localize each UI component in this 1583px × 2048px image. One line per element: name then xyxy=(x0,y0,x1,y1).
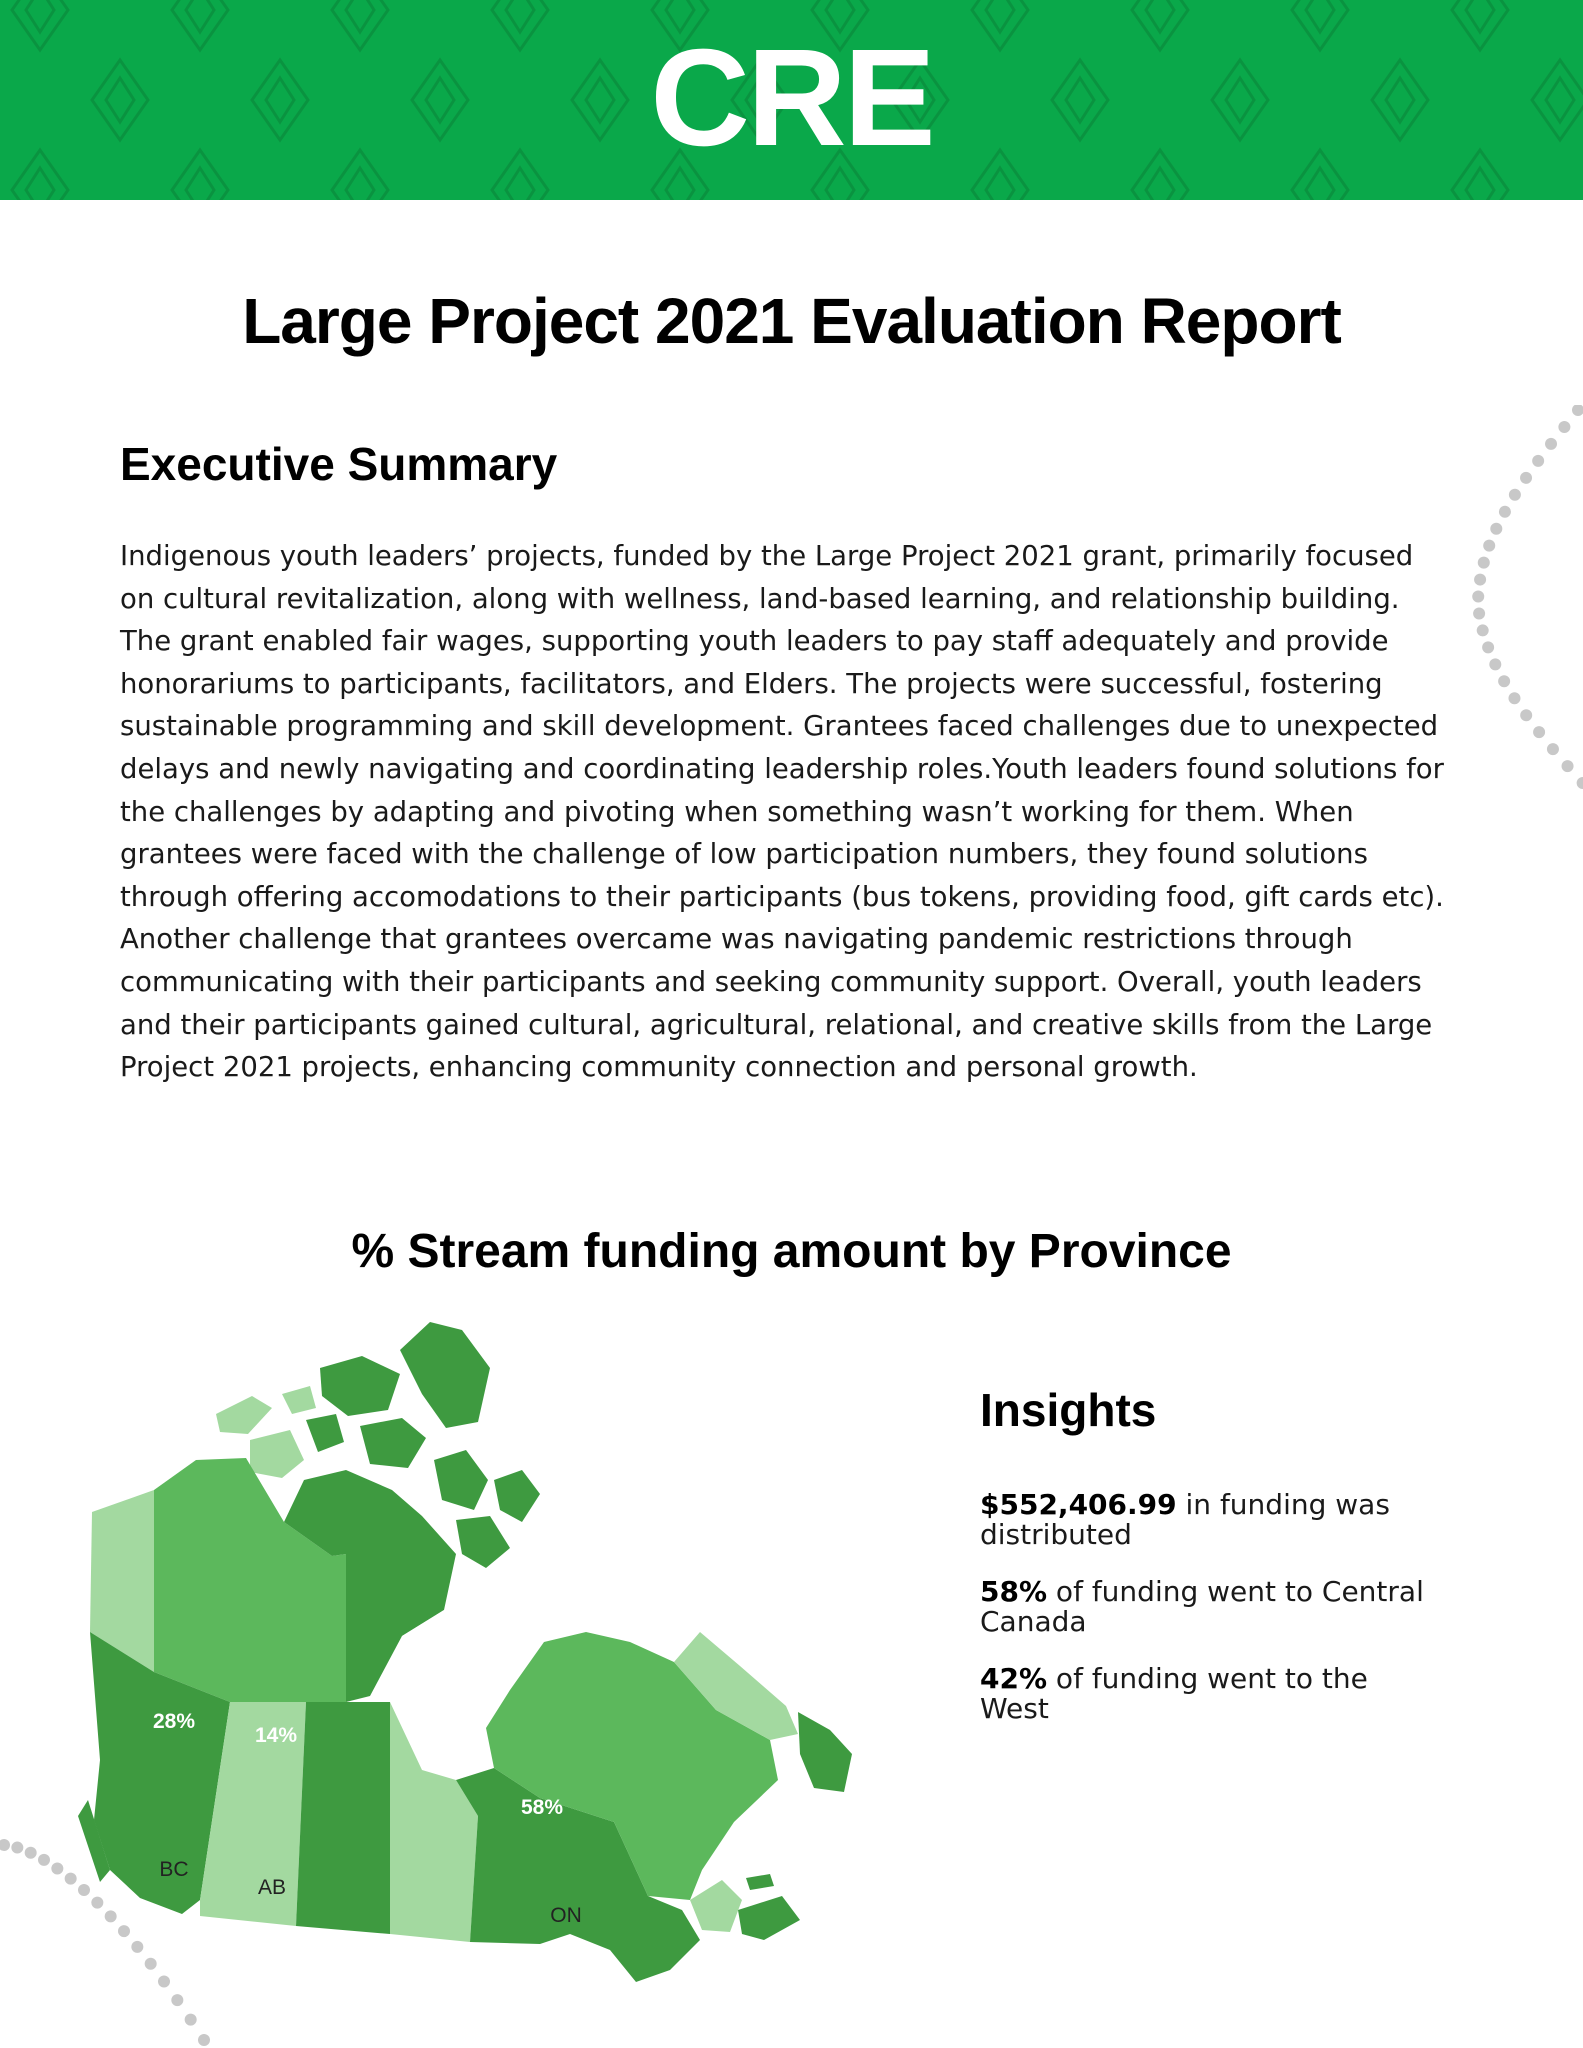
province-nova-scotia xyxy=(738,1896,800,1940)
decorative-dot xyxy=(1533,726,1545,738)
decorative-dot xyxy=(1562,760,1574,772)
decorative-dot xyxy=(1498,675,1510,687)
insight-item-central-canada xyxy=(980,1577,1440,1637)
province-sk xyxy=(296,1702,390,1934)
decorative-dot xyxy=(1473,607,1485,619)
decorative-dot xyxy=(198,2034,210,2046)
province-ab-value-label: 14% xyxy=(254,1724,298,1747)
insight-item-west xyxy=(980,1664,1440,1724)
decorative-dot xyxy=(38,1854,50,1866)
decorative-dot xyxy=(11,1842,23,1854)
decorative-dot-arc-right xyxy=(1460,405,1583,805)
decorative-dot xyxy=(1478,557,1490,569)
decorative-dot xyxy=(1499,506,1511,518)
decorative-dot xyxy=(1520,709,1532,721)
decorative-dot xyxy=(1508,692,1520,704)
province-ab-code-label: AB xyxy=(257,1876,287,1899)
insight-text: of funding went to Central Canada xyxy=(980,1575,1424,1638)
decorative-dot xyxy=(0,1839,10,1851)
insight-text: of funding went to the West xyxy=(980,1662,1368,1725)
decorative-dot xyxy=(51,1863,63,1875)
insight-text: in funding was distributed xyxy=(980,1488,1390,1551)
report-title: Large Project 2021 Evaluation Report xyxy=(242,285,1341,357)
province-on-code-label: ON xyxy=(550,1904,582,1927)
decorative-dot xyxy=(1482,641,1494,653)
province-newfoundland xyxy=(798,1712,852,1792)
insight-value: 58% xyxy=(980,1575,1048,1608)
map-heading: % Stream funding amount by Province xyxy=(351,1225,1232,1278)
insight-value: $552,406.99 xyxy=(980,1488,1177,1521)
insight-value: 42% xyxy=(980,1662,1048,1695)
decorative-dot xyxy=(1547,743,1559,755)
brand-logo: CRE xyxy=(650,21,933,175)
canada-province-map xyxy=(70,1310,950,1990)
decorative-dot xyxy=(1545,438,1557,450)
decorative-dot xyxy=(1477,624,1489,636)
insights-heading: Insights xyxy=(980,1384,1157,1436)
insight-item-total-funding xyxy=(980,1490,1440,1550)
province-new-brunswick xyxy=(690,1880,742,1932)
decorative-dot xyxy=(1483,540,1495,552)
province-bc-code-label: BC xyxy=(159,1858,189,1881)
province-pei xyxy=(746,1874,774,1890)
decorative-dot xyxy=(1489,658,1501,670)
decorative-dot xyxy=(25,1847,37,1859)
decorative-dot xyxy=(1520,472,1532,484)
executive-summary-heading: Executive Summary xyxy=(120,438,558,490)
decorative-dot xyxy=(1558,421,1570,433)
decorative-dot xyxy=(1572,405,1583,416)
decorative-dot xyxy=(1509,489,1521,501)
province-on-value-label: 58% xyxy=(520,1796,564,1819)
decorative-dot xyxy=(1577,777,1583,789)
decorative-dot xyxy=(1490,523,1502,535)
decorative-dot xyxy=(185,2014,197,2026)
executive-summary-text: Indigenous youth leaders’ projects, funded by the Large Project 2021 grant, primarily focused on cultural revitalization, along with wellness, land-based learning, and relationship building. The grant enabled fair wages, supporting youth leaders to pay staff adequately and provide honorariums to participants, facilitators, and Elders. The projects were successful, fostering sustainable programming and skill development. Grantees faced challenges due to unexpected delays and newly navigating and coordinating leadership roles.Youth leaders found solutions for the challenges by adapting and pivoting when something wasn’t working for them. When grantees were faced with the challenge of low participation numbers, they found solutions through offering accomodations to their participants (bus tokens, providing food, gift cards etc). Another challenge that grantees overcame was navigating pandemic restrictions through communicating with their participants and seeking community support. Overall, youth leaders and their participants gained cultural, agricultural, relational, and creative skills from the Large Project 2021 projects, enhancing community connection and personal growth. xyxy=(120,540,1444,1084)
province-bc-value-label: 28% xyxy=(152,1710,196,1733)
decorative-dot xyxy=(171,1994,183,2006)
header-banner xyxy=(0,0,1583,200)
decorative-dot xyxy=(1532,455,1544,467)
decorative-dot xyxy=(1472,591,1484,603)
decorative-dot xyxy=(1474,574,1486,586)
